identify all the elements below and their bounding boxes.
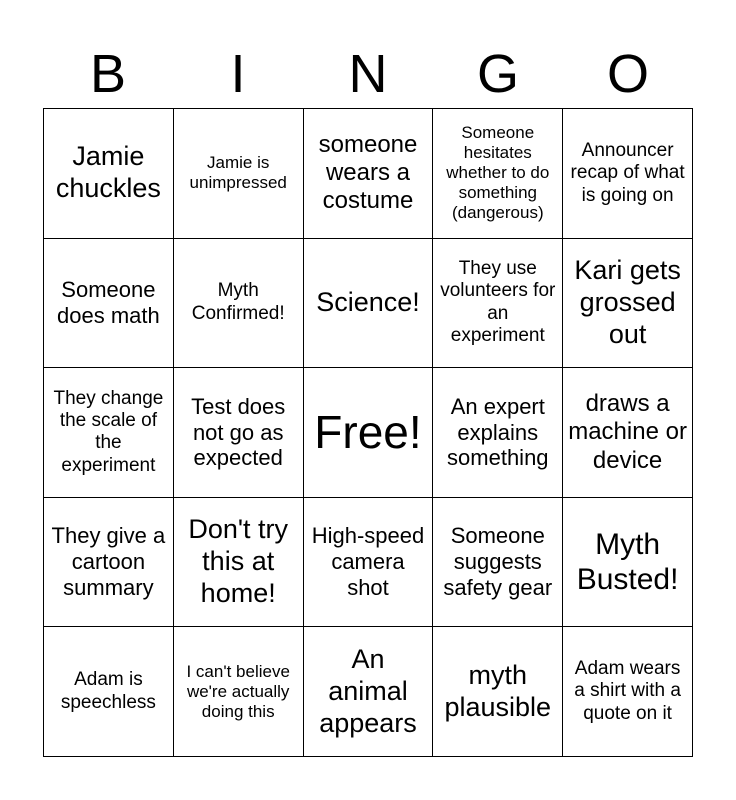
bingo-cell[interactable]: Test does not go as expected [174,368,304,498]
bingo-cell[interactable]: An animal appears [304,627,434,757]
bingo-cell[interactable]: Jamie chuckles [44,109,174,239]
bingo-cell[interactable]: I can't believe we're actually doing this [174,627,304,757]
bingo-cell[interactable]: Someone does math [44,239,174,369]
free-space-cell[interactable]: Free! [304,368,434,498]
bingo-cell[interactable]: myth plausible [433,627,563,757]
bingo-cell[interactable]: Adam wears a shirt with a quote on it [563,627,693,757]
bingo-header [43,40,693,108]
bingo-board [43,108,693,757]
bingo-cell[interactable]: High-speed camera shot [304,498,434,628]
bingo-cell[interactable]: Jamie is unimpressed [174,109,304,239]
bingo-cell[interactable]: Announcer recap of what is going on [563,109,693,239]
bingo-cell[interactable]: Adam is speechless [44,627,174,757]
header-letter-i: I [230,44,246,104]
bingo-cell[interactable]: They change the scale of the experiment [44,368,174,498]
bingo-cell[interactable]: draws a machine or device [563,368,693,498]
bingo-cell[interactable]: Don't try this at home! [174,498,304,628]
bingo-cell[interactable]: Science! [304,239,434,369]
bingo-cell[interactable]: An expert explains something [433,368,563,498]
bingo-cell[interactable]: Someone suggests safety gear [433,498,563,628]
bingo-cell[interactable]: Someone hesitates whether to do something (dangerous) [433,109,563,239]
header-letter-o: O [606,44,649,104]
bingo-cell[interactable]: Kari gets grossed out [563,239,693,369]
header-letter-n: N [348,44,388,104]
bingo-cell[interactable]: someone wears a costume [304,109,434,239]
bingo-cell[interactable]: They use volunteers for an experiment [433,239,563,369]
bingo-cell[interactable]: They give a cartoon summary [44,498,174,628]
bingo-cell[interactable]: Myth Busted! [563,498,693,628]
header-letter-b: B [89,44,127,104]
bingo-cell[interactable]: Myth Confirmed! [174,239,304,369]
header-letter-g: G [476,44,519,104]
